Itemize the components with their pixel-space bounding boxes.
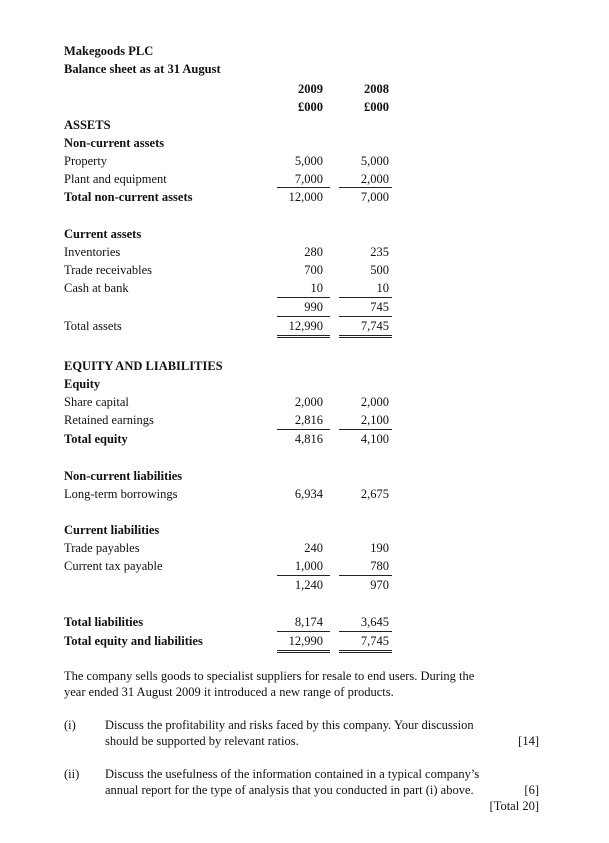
question-text: should be supported by relevant ratios. [105,734,299,748]
question-label: (ii) [64,767,80,781]
current-liabilities-heading: Current liabilities [64,523,160,537]
row-label-total-assets: Total assets [64,319,122,333]
underline-rule [339,429,392,430]
value-current-tax-2008: 780 [370,559,389,573]
noncurrent-assets-heading: Non-current assets [64,136,165,150]
underline-rule [277,297,330,298]
statement-title: Balance sheet as at 31 August [64,62,221,76]
underline-rule [277,575,330,576]
value-current-liabilities-subtotal-2009: 1,240 [294,578,323,592]
row-label-share-capital: Share capital [64,395,129,409]
company-name: Makegoods PLC [64,44,154,58]
column-header-2009: 2009 [298,82,323,96]
question-text: annual report for the type of analysis that you conducted in part (i) above. [105,783,474,797]
current-assets-heading: Current assets [64,227,142,241]
value-total-equity-liabilities-2008: 7,745 [360,634,389,648]
question-marks: [6] [524,783,539,797]
value-receivables-2008: 500 [370,263,389,277]
value-total-assets-2008: 7,745 [360,319,389,333]
value-trade-payables-2008: 190 [370,541,389,555]
underline-rule [339,187,392,188]
underline-rule [339,575,392,576]
row-label-total-equity-liabilities: Total equity and liabilities [64,634,203,648]
value-property-2009: 5,000 [294,154,323,168]
row-label-cash: Cash at bank [64,281,129,295]
question-total-marks: [Total 20] [489,799,539,813]
question-text: Discuss the usefulness of the information contained in a typical company’s [105,767,480,781]
value-share-capital-2009: 2,000 [294,395,323,409]
value-total-noncurrent-2008: 7,000 [360,190,389,204]
noncurrent-liabilities-heading: Non-current liabilities [64,469,183,483]
value-current-subtotal-2009: 990 [304,300,323,314]
value-plant-2008: 2,000 [360,172,389,186]
row-label-total-noncurrent: Total non-current assets [64,190,193,204]
question-marks: [14] [518,734,539,748]
value-inventories-2008: 235 [370,245,389,259]
value-total-equity-2009: 4,816 [294,432,323,446]
assets-heading: ASSETS [64,118,111,132]
row-label-trade-payables: Trade payables [64,541,140,555]
value-share-capital-2008: 2,000 [360,395,389,409]
value-total-equity-liabilities-2009: 12,990 [288,634,323,648]
row-label-retained-earnings: Retained earnings [64,413,154,427]
underline-rule [339,631,392,632]
underline-rule [277,187,330,188]
value-retained-earnings-2008: 2,100 [360,413,389,427]
underline-rule [339,297,392,298]
double-underline-rule [277,650,330,653]
equity-liabilities-heading: EQUITY AND LIABILITIES [64,359,223,373]
double-underline-rule [339,650,392,653]
underline-rule [339,316,392,317]
value-plant-2009: 7,000 [294,172,323,186]
row-label-inventories: Inventories [64,245,121,259]
value-current-subtotal-2008: 745 [370,300,389,314]
value-retained-earnings-2009: 2,816 [294,413,323,427]
column-header-2008: 2008 [364,82,389,96]
value-cash-2008: 10 [376,281,389,295]
row-label-current-tax: Current tax payable [64,559,163,573]
row-label-plant: Plant and equipment [64,172,167,186]
value-total-noncurrent-2009: 12,000 [288,190,323,204]
double-underline-rule [277,335,330,338]
row-label-borrowings: Long-term borrowings [64,487,178,501]
value-total-assets-2009: 12,990 [288,319,323,333]
value-total-liabilities-2008: 3,645 [360,615,389,629]
value-total-equity-2008: 4,100 [360,432,389,446]
value-borrowings-2008: 2,675 [360,487,389,501]
value-total-liabilities-2009: 8,174 [294,615,323,629]
column-unit-2008: £000 [364,100,389,114]
question-text: Discuss the profitability and risks faced by this company. Your discussion [105,718,474,732]
row-label-receivables: Trade receivables [64,263,153,277]
value-inventories-2009: 280 [304,245,323,259]
equity-heading: Equity [64,377,101,391]
question-label: (i) [64,718,76,732]
narrative-line: year ended 31 August 2009 it introduced a new range of products. [64,685,394,699]
underline-rule [277,429,330,430]
column-unit-2009: £000 [298,100,323,114]
double-underline-rule [339,335,392,338]
row-label-property: Property [64,154,108,168]
value-receivables-2009: 700 [304,263,323,277]
underline-rule [277,631,330,632]
underline-rule [277,316,330,317]
value-cash-2009: 10 [310,281,323,295]
value-property-2008: 5,000 [360,154,389,168]
row-label-total-equity: Total equity [64,432,128,446]
value-current-tax-2009: 1,000 [294,559,323,573]
row-label-total-liabilities: Total liabilities [64,615,144,629]
narrative-line: The company sells goods to specialist suppliers for resale to end users. During the [64,669,475,683]
value-current-liabilities-subtotal-2008: 970 [370,578,389,592]
value-trade-payables-2009: 240 [304,541,323,555]
value-borrowings-2009: 6,934 [294,487,323,501]
